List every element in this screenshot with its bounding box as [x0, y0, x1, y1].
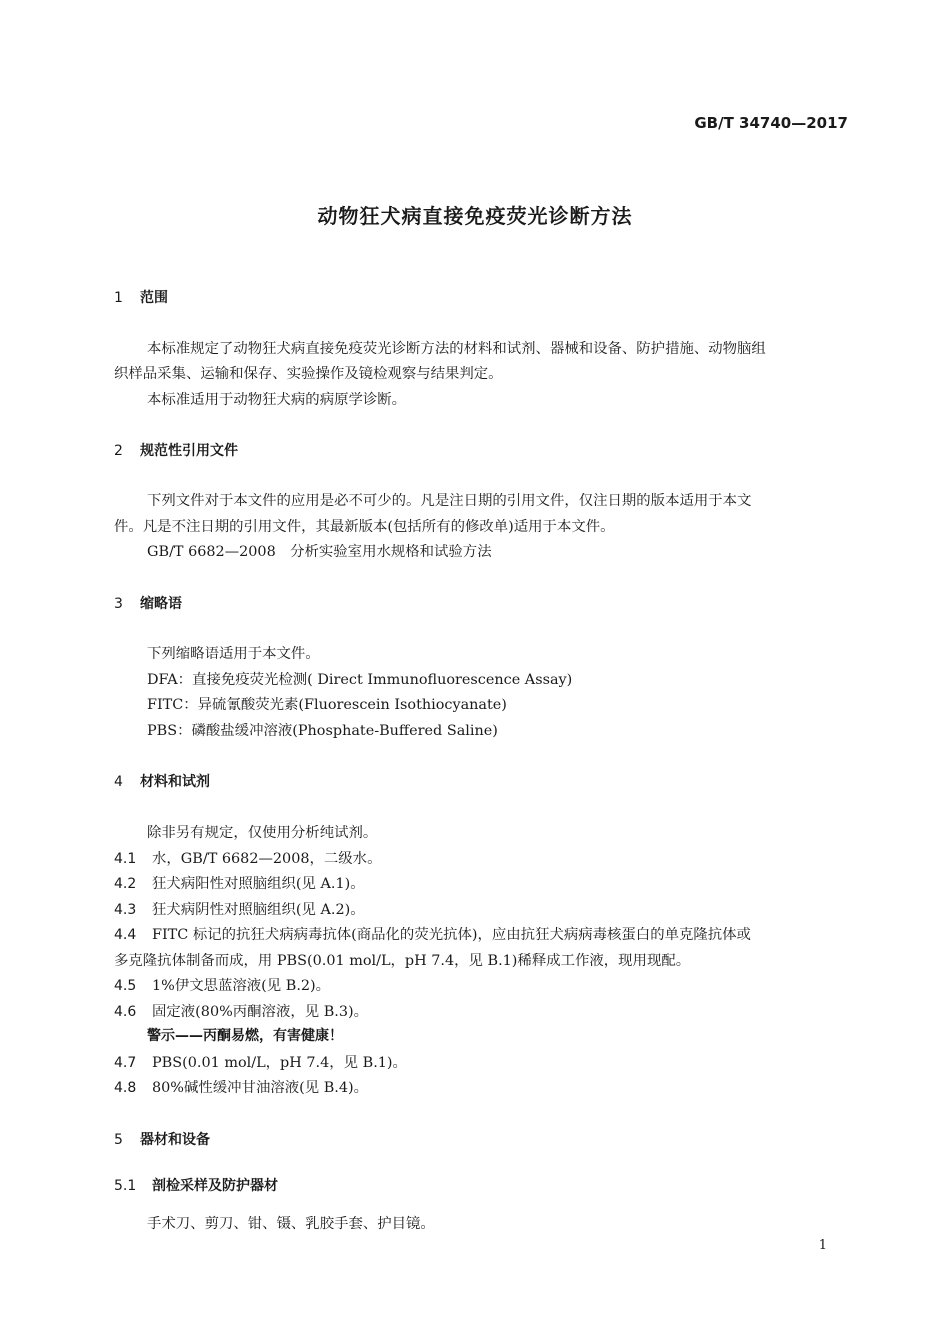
list-item: [114, 872, 365, 893]
item-number: 4.2: [114, 876, 137, 892]
item-number: 4.3: [114, 902, 137, 918]
section-number: 1: [114, 290, 123, 306]
section-title: 器材和设备: [140, 1132, 210, 1148]
warning-note: 警示——丙酮易燃，有害健康！: [147, 1028, 343, 1044]
section-2-paragraph-line-2: 件。凡是不注日期的引用文件，其最新版本(包括所有的修改单)适用于本文件。: [114, 519, 615, 535]
section-3-heading: [114, 593, 182, 613]
item-number: 4.1: [114, 851, 137, 867]
section-title: 材料和试剂: [140, 774, 210, 790]
item-number: 4.8: [114, 1080, 137, 1096]
section-1-heading: [114, 287, 168, 307]
section-1-paragraph-line-2: 织样品采集、运输和保存、实验操作及镜检观察与结果判定。: [114, 366, 503, 382]
section-1-paragraph-line-1: 本标准规定了动物狂犬病直接免疫荧光诊断方法的材料和试剂、器械和设备、防护措施、动物脑组: [147, 341, 766, 357]
document-title: 动物狂犬病直接免疫荧光诊断方法: [317, 204, 633, 228]
item-number: 4.7: [114, 1055, 137, 1071]
section-number: 3: [114, 596, 123, 612]
abbreviation-dfa: DFA：直接免疫荧光检测( Direct Immunofluorescence Assay): [147, 672, 573, 688]
section-title: 范围: [140, 290, 168, 306]
list-item: [114, 1076, 368, 1097]
section-number: 5: [114, 1132, 123, 1148]
list-item: [114, 1000, 368, 1021]
item-number: 4.4: [114, 927, 137, 943]
page-number: 1: [818, 1238, 827, 1253]
list-item: [114, 923, 751, 944]
section-title: 规范性引用文件: [140, 443, 238, 459]
section-number: 2: [114, 443, 123, 459]
subsection-5-1-text: 手术刀、剪刀、钳、镊、乳胶手套、护目镜。: [147, 1216, 435, 1232]
subsection-title: 剖检采样及防护器材: [152, 1178, 278, 1194]
section-5-heading: [114, 1129, 210, 1149]
section-1-paragraph-2: 本标准适用于动物狂犬病的病原学诊断。: [147, 392, 407, 408]
section-2-paragraph-line-1: 下列文件对于本文件的应用是必不可少的。凡是注日期的引用文件，仅注日期的版本适用于本文: [147, 493, 752, 509]
item-text: 狂犬病阴性对照脑组织(见 A.2)。: [152, 902, 365, 918]
item-text: 固定液(80%丙酮溶液，见 B.3)。: [152, 1004, 369, 1020]
section-4-intro: 除非另有规定，仅使用分析纯试剂。: [147, 825, 378, 841]
item-number: 4.6: [114, 1004, 137, 1020]
item-text: 狂犬病阳性对照脑组织(见 A.1)。: [152, 876, 365, 892]
subsection-5-1-heading: [114, 1175, 278, 1195]
item-text: 1%伊文思蓝溶液(见 B.2)。: [152, 978, 331, 994]
item-text: 80%碱性缓冲甘油溶液(见 B.4)。: [152, 1080, 369, 1096]
section-3-intro: 下列缩略语适用于本文件。: [147, 646, 320, 662]
item-text: 水，GB/T 6682—2008，二级水。: [152, 851, 382, 867]
item-text: PBS(0.01 mol/L，pH 7.4，见 B.1)。: [152, 1055, 407, 1071]
normative-reference: GB/T 6682—2008 分析实验室用水规格和试验方法: [147, 544, 492, 560]
item-text: FITC 标记的抗狂犬病病毒抗体(商品化的荧光抗体)，应由抗狂犬病病毒核蛋白的单克隆抗体或: [152, 927, 751, 943]
abbreviation-pbs: PBS：磷酸盐缓冲溶液(Phosphate-Buffered Saline): [147, 723, 498, 739]
section-2-heading: [114, 440, 238, 460]
section-title: 缩略语: [140, 596, 182, 612]
subsection-number: 5.1: [114, 1178, 137, 1194]
section-4-heading: [114, 771, 210, 791]
list-item-continuation: 多克隆抗体制备而成，用 PBS(0.01 mol/L，pH 7.4，见 B.1)稀释成工作液，现用现配。: [114, 953, 691, 969]
item-number: 4.5: [114, 978, 137, 994]
list-item: [114, 898, 365, 919]
list-item: [114, 974, 330, 995]
standard-number: GB/T 34740—2017: [694, 114, 848, 132]
list-item: [114, 1051, 407, 1072]
abbreviation-fitc: FITC：异硫氰酸荧光素(Fluorescein Isothiocyanate): [147, 697, 507, 713]
section-number: 4: [114, 774, 123, 790]
list-item: [114, 847, 381, 868]
